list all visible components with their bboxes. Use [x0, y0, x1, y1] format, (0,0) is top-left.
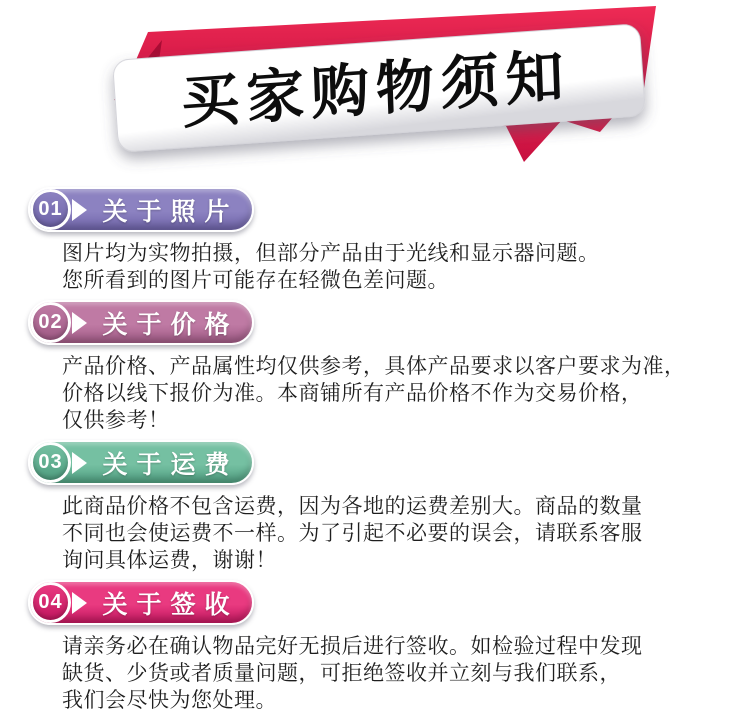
section-03-body [62, 493, 714, 574]
section-number: 04 [38, 591, 63, 613]
section-02-pill [28, 300, 254, 345]
section-04-body [62, 633, 714, 714]
arrow-right-icon [72, 199, 87, 221]
section-03 [28, 440, 714, 574]
body-line: 您所看到的图片可能存在轻微色差问题。 [62, 269, 449, 292]
section-02-body [62, 353, 714, 434]
banner [0, 0, 750, 180]
body-line: 产品价格、产品属性均仅供参考，具体产品要求以客户要求为准， [62, 355, 686, 378]
section-02-number-badge [30, 302, 71, 343]
section-03-pill [28, 440, 254, 485]
section-title: 关于价格 [102, 310, 239, 339]
body-line: 请亲务必在确认物品完好无损后进行签收。如检验过程中发现 [62, 635, 643, 658]
section-number: 02 [38, 311, 63, 333]
section-01-body [62, 240, 714, 294]
banner-title: 买家购物须知 [180, 43, 572, 136]
section-01-pill [28, 187, 254, 232]
body-line: 图片均为实物拍摄，但部分产品由于光线和显示器问题。 [62, 242, 600, 265]
body-line: 仅供参考！ [62, 409, 170, 432]
section-04-pill [28, 580, 254, 625]
banner-graphic [0, 0, 750, 180]
arrow-right-icon [72, 312, 87, 334]
body-line: 价格以线下报价为准。本商铺所有产品价格不作为交易价格， [62, 382, 643, 405]
section-title: 关于运费 [102, 450, 239, 479]
arrow-right-icon [72, 452, 87, 474]
body-line: 询问具体运费，谢谢！ [62, 549, 277, 572]
section-01-number-badge [30, 189, 71, 230]
section-04 [28, 580, 714, 714]
section-01 [28, 187, 714, 294]
body-line: 不同也会使运费不一样。为了引起不必要的误会，请联系客服 [62, 522, 643, 545]
body-line: 缺货、少货或者质量问题，可拒绝签收并立刻与我们联系， [62, 662, 621, 685]
section-number: 01 [38, 198, 63, 220]
section-03-number-badge [30, 442, 71, 483]
section-04-number-badge [30, 582, 71, 623]
section-number: 03 [38, 451, 63, 473]
body-line: 此商品价格不包含运费，因为各地的运费差别大。商品的数量 [62, 495, 643, 518]
notice-sections [0, 187, 750, 714]
section-title: 关于照片 [102, 197, 239, 226]
arrow-right-icon [72, 592, 87, 614]
body-line: 我们会尽快为您处理。 [62, 689, 277, 712]
section-title: 关于签收 [102, 590, 239, 619]
section-02 [28, 300, 714, 434]
